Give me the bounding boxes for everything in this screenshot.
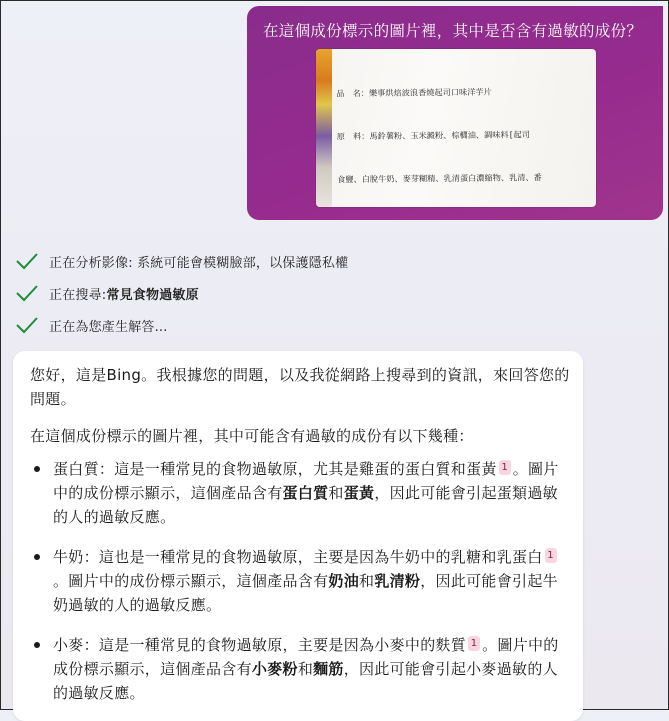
keyword: 乳清粉 [374, 572, 421, 590]
user-message-bubble [247, 6, 663, 220]
status-text: 正在搜尋: [49, 287, 107, 303]
keyword: 蛋黃 [343, 484, 375, 502]
user-question: 在這個成份標示的圖片裡，其中是否含有過敏的成份？ [263, 22, 643, 40]
list-item-milk [30, 545, 570, 617]
bing-answer-card [13, 351, 583, 721]
label-line: 原 料：馬鈴薯粉、玉米澱粉、棕櫚油、調味料[起司 [336, 129, 530, 142]
check-icon [15, 283, 39, 303]
item-text: 。圖片中的成份標示顯示，這個產品含有 [53, 636, 559, 678]
item-text: 牛奶：這也是一種常見的食物過敏原，主要是因為牛奶中的乳糖和乳蛋白 [53, 548, 543, 566]
item-text: ，因此可能會引起牛奶過敏的人的過敏反應。 [53, 572, 558, 614]
search-query[interactable]: 常見食物過敏原 [106, 287, 199, 303]
item-text: ，因此可能會引起小麥過敏的人的過敏反應。 [53, 660, 558, 702]
list-item-egg [30, 457, 570, 529]
bullet-dot [34, 642, 40, 648]
keyword: 蛋白質 [282, 484, 329, 502]
list-item-wheat [30, 633, 570, 705]
answer-intro: 您好，這是Bing。我根據您的問題，以及我從網路上搜尋到的資訊，來回答您的問題。 [30, 366, 570, 408]
ingredient-label-image[interactable] [316, 49, 596, 207]
status-text: 正在分析影像: 系統可能會模糊臉部，以保護隱私權 [49, 255, 349, 271]
keyword: 麵筋 [313, 660, 344, 678]
item-text: 和 [359, 572, 375, 590]
item-text: 小麥：這是一種常見的食物過敏原，主要是因為小麥中的麩質 [53, 636, 467, 654]
status-item-analyzing [15, 245, 348, 277]
citation-link[interactable]: 1 [468, 636, 480, 651]
keyword: 小麥粉 [251, 660, 298, 678]
status-item-generating [15, 309, 348, 341]
check-icon [15, 315, 39, 335]
citation-link[interactable]: 1 [499, 460, 511, 475]
citation-link[interactable]: 1 [545, 548, 557, 563]
item-text: 和 [328, 484, 344, 502]
answer-lead: 在這個成份標示的圖片裡，其中可能含有過敏的成份有以下幾種： [30, 427, 474, 445]
ingredient-label-text [336, 56, 590, 207]
status-item-searching [15, 277, 348, 309]
item-text: ，因此可能會引起蛋類過敏的人的過敏反應。 [53, 484, 558, 526]
item-text: 和 [297, 660, 314, 678]
status-text: 正在為您產生解答... [49, 319, 168, 335]
package-color-stripe [316, 49, 332, 207]
bullet-dot [34, 554, 40, 560]
keyword: 奶油 [328, 572, 360, 590]
progress-status-list [15, 245, 348, 341]
label-line: 品 名：樂事烘焙波浪香燒起司口味洋芋片 [336, 87, 492, 99]
item-text: 。圖片中的成份標示顯示，這個產品含有 [53, 460, 559, 502]
item-text: 。圖片中的成份標示顯示，這個產品含有 [53, 572, 329, 590]
bullet-dot [34, 466, 40, 472]
label-line: 食鹽、白脫牛奶、麥芽糊精、乳清蛋白濃縮物、乳清、番 [337, 171, 542, 184]
check-icon [15, 251, 39, 271]
allergen-list [30, 457, 570, 721]
item-text: 蛋白質：這是一種常見的食物過敏原，尤其是雞蛋的蛋白質和蛋黃 [53, 460, 497, 478]
